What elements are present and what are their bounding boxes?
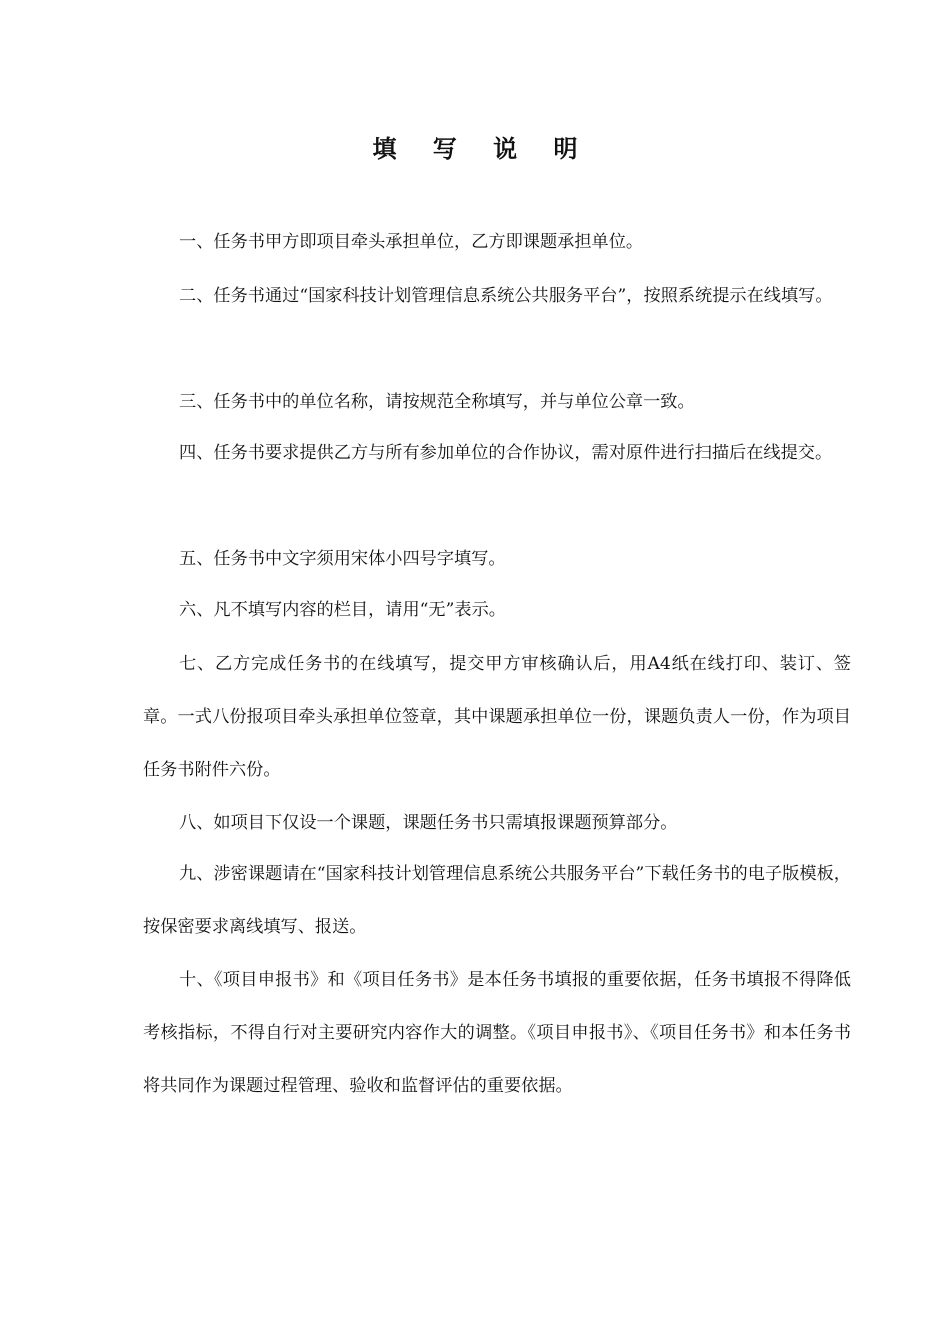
instruction-item-4: 四、任务书要求提供乙方与所有参加单位的合作协议，需对原件进行扫描后在线提交。 [179,443,833,463]
instruction-item-7: 七、乙方完成任务书的在线填写，提交甲方审核确认后，用A4纸在线打印、装订、签章。一式八份报项目牵头承担单位签章，其中课题承担单位一份，课题负责人一份，作为项目任务书附件六份。 [143,654,851,780]
instruction-item-1: 一、任务书甲方即项目牵头承担单位，乙方即课题承担单位。 [179,232,644,252]
instruction-item-3: 三、任务书中的单位名称，请按规范全称填写，并与单位公章一致。 [179,392,695,412]
instruction-item-5: 五、任务书中文字须用宋体小四号字填写。 [179,549,506,569]
instruction-item-10: 十、《项目申报书》和《项目任务书》是本任务书填报的重要依据，任务书填报不得降低考核指标，不得自行对主要研究内容作大的调整。《项目申报书》、《项目任务书》和本任务书将共同作为课题过程管理、验收和监督评估的重要依据。 [143,970,851,1096]
document-title: 填 写 说 明 [372,134,592,163]
instruction-item-2: 二、任务书通过“国家科技计划管理信息系统公共服务平台”，按照系统提示在线填写。 [179,286,833,306]
instruction-item-9: 九、涉密课题请在“国家科技计划管理信息系统公共服务平台”下载任务书的电子版模板，按保密要求离线填写、报送。 [143,864,851,937]
instruction-item-6: 六、凡不填写内容的栏目，请用“无”表示。 [179,600,506,620]
instruction-item-8: 八、如项目下仅设一个课题，课题任务书只需填报课题预算部分。 [179,813,678,833]
